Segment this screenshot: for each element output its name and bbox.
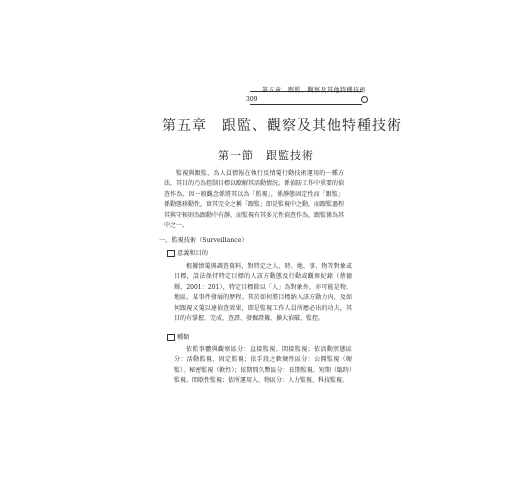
subheading-purpose	[167, 250, 208, 258]
page-number: 309	[246, 96, 258, 103]
subheading-purpose-label: 意義和目的	[177, 250, 208, 257]
chapter-title: 第五章 跟監、觀察及其他特種技術	[162, 118, 402, 134]
heading-surveillance: 一、監視技術（Surveillance）	[159, 237, 248, 244]
subheading-types	[167, 334, 189, 342]
subheading-types-label: 種類	[177, 334, 190, 341]
section-marker-icon	[167, 250, 175, 257]
section-marker-icon	[167, 334, 175, 341]
header-rule-bottom	[250, 104, 362, 105]
running-head: 第五章 跟監、觀察及其他特種技術	[262, 87, 367, 94]
purpose-paragraph: 根據情蒐與調查資料，對特定之人、時、地、事、物等對象或目標，設法保持特定目標的人該方動態及行動或觀察紀錄（蔡德輝，2001：201），特定目標除以「人」為對象外，亦可能是物、地區、某事件發展的歷程。其於如何將目標納入該方動力內，及如何跟視又蒐以達偵查效果，即是監視工作人員所應必出的功夫，其目的有掌握、完成、查證、發掘證據、擴大偵破、監控。	[174, 263, 352, 323]
section-title: 第一節 跟監技術	[218, 149, 314, 162]
header-ornament-icon	[361, 96, 368, 103]
intro-paragraph: 監視與跟監，為人員情報在執行反情蒐行動技術運用的一種方法，其目的乃為控制目標以瞭解其活動情況。係偵防工作中重要的偵查作為，因一般觀念係將其以為「監視」，係靜態固定性而「跟監」係動態移動性，實其完全之稱「跟監」即是監視中之動，而跟監過程其與守候則為跟動中有靜，而監視有其多元性偵查作為，跟監僅為其中之一。	[164, 170, 345, 230]
types-paragraph: 依監事體與觀察區分：直接監視、間接監視；依活動狀態區分：活動監視、固定監視；依手段之軟硬性區分：公開監視（硬監）、秘密監視（軟性）；依期間久暫區分：長期監視、短期（臨時）監視、間歇性監視；依所運用人、物區分：人力監視、科技監視。	[174, 346, 352, 385]
